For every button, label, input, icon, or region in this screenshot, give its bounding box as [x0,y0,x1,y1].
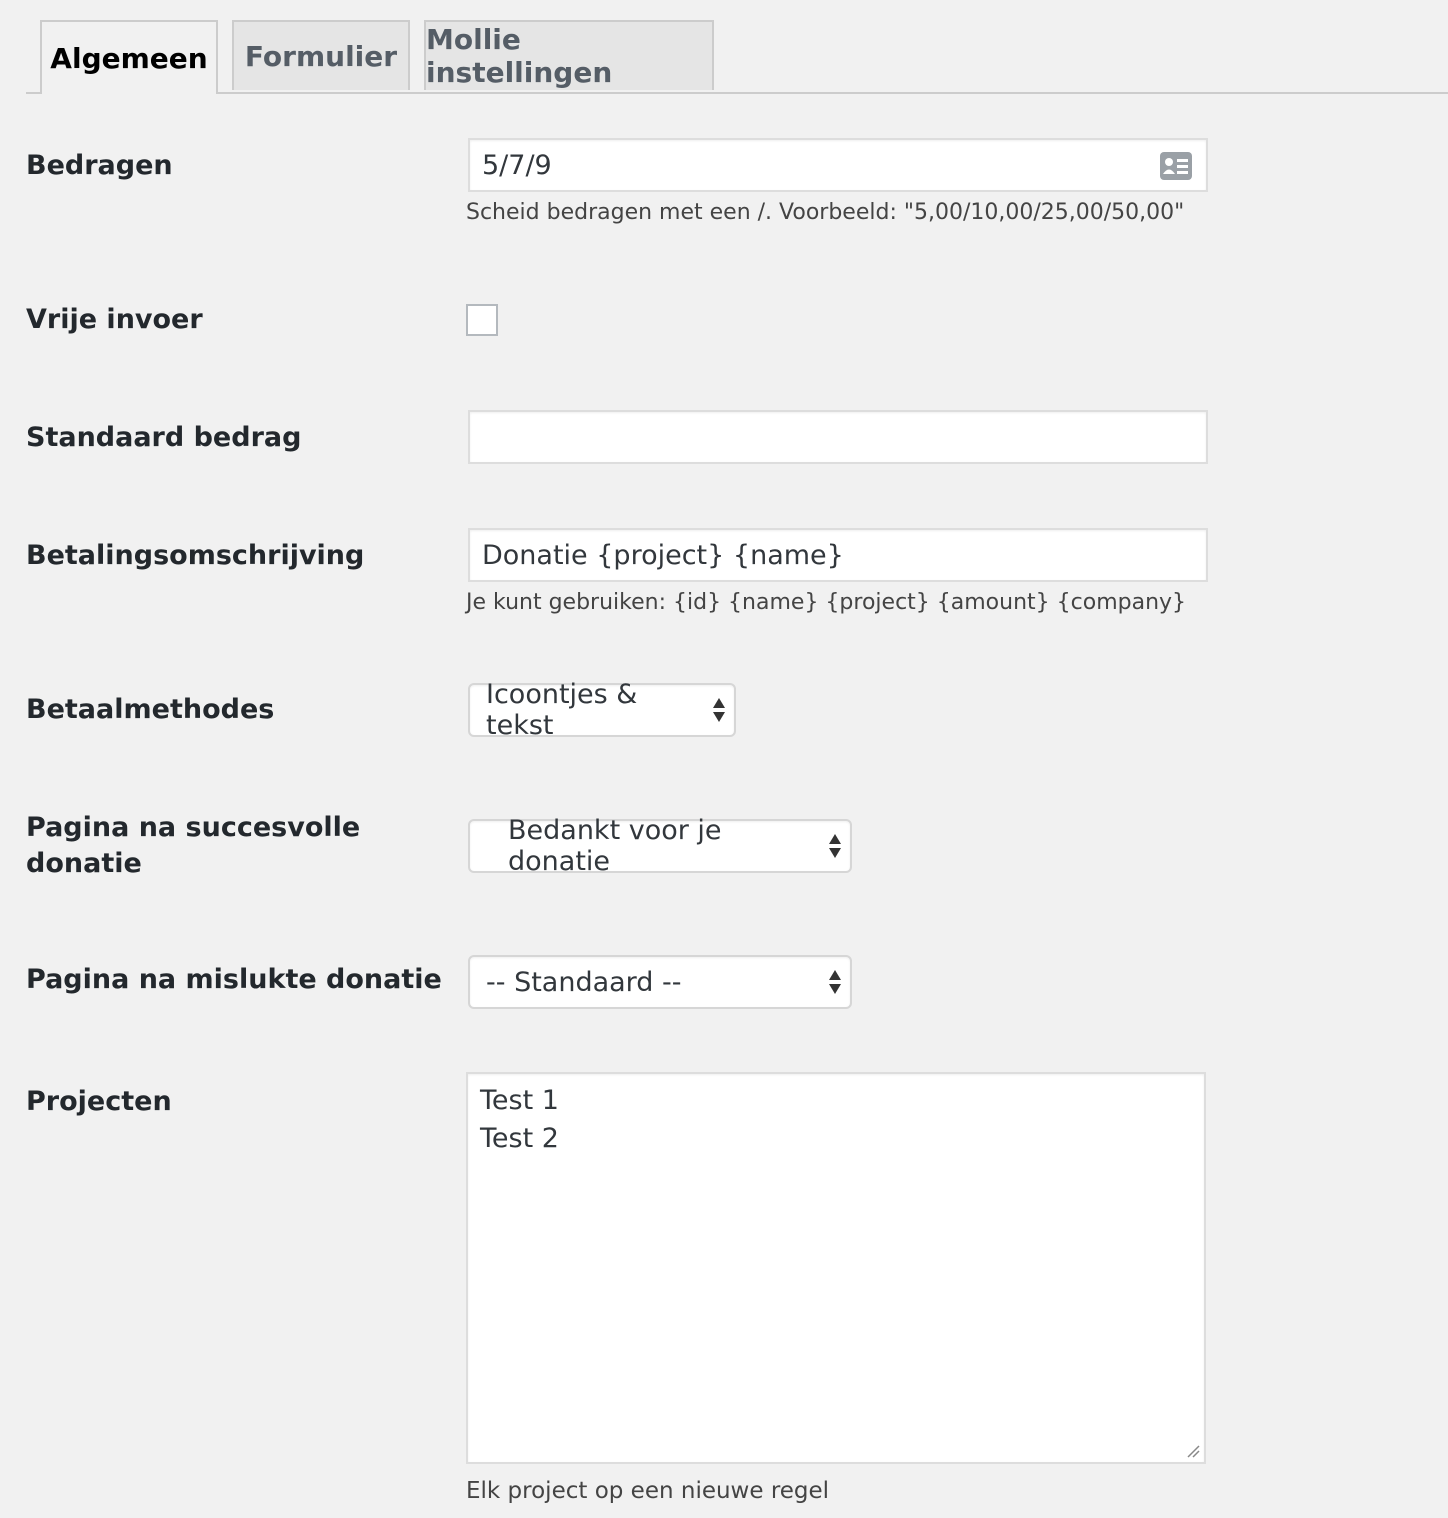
projecten-label: Projecten [26,1086,172,1117]
betaalmethodes-label: Betaalmethodes [26,694,275,725]
pagina-succes-label: Pagina na succesvolle donatie [26,812,361,879]
betalingsomschrijving-label: Betalingsomschrijving [26,540,365,571]
projecten-line: Test 2 [480,1123,559,1154]
tab-algemeen[interactable]: Algemeen [40,20,218,94]
projecten-description: Elk project op een nieuwe regel [466,1478,830,1504]
bedragen-label: Bedragen [26,150,173,181]
settings-tabs [26,20,1448,94]
betalingsomschrijving-description: Je kunt gebruiken: {id} {name} {project} {amount} {company} [466,590,1187,615]
bedragen-input[interactable] [468,138,1208,192]
pagina-mislukt-selected: -- Standaard -- [486,966,682,998]
vrije-invoer-label: Vrije invoer [26,304,203,335]
tab-mollie-instellingen[interactable]: Mollie instellingen [424,20,714,90]
betaalmethodes-select[interactable] [468,679,736,741]
bedragen-value: 5/7/9 [482,149,552,181]
betalingsomschrijving-value: Donatie {project} {name} [482,539,844,571]
bedragen-description: Scheid bedragen met een /. Voorbeeld: "5,00/10,00/25,00/50,00" [466,200,1185,225]
standaard-bedrag-input[interactable] [468,410,1208,464]
resize-handle-icon[interactable] [1186,1444,1200,1458]
projecten-line: Test 1 [480,1085,559,1116]
vrije-invoer-checkbox[interactable] [466,304,498,336]
select-arrows-icon [712,696,726,724]
contact-card-icon[interactable] [1160,152,1192,180]
pagina-mislukt-select[interactable] [468,955,852,1009]
pagina-succes-selected: Bedankt voor je donatie [508,815,722,877]
betalingsomschrijving-input[interactable] [468,528,1208,582]
projecten-textarea[interactable] [466,1072,1206,1464]
pagina-mislukt-label: Pagina na mislukte donatie [26,964,442,995]
select-arrows-icon [828,968,842,996]
tab-formulier[interactable]: Formulier [232,20,410,90]
pagina-succes-select[interactable] [468,815,852,877]
standaard-bedrag-label: Standaard bedrag [26,422,302,453]
select-arrows-icon [828,832,842,860]
betaalmethodes-selected: Icoontjes & tekst [486,679,638,741]
